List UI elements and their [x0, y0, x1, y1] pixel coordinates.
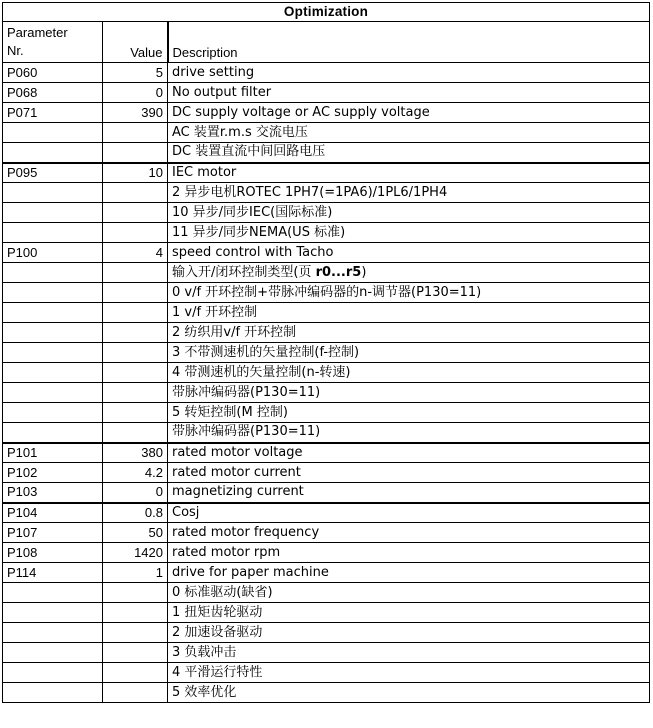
cell-description: 0 v/f 开环控制+带脉冲编码器的n-调节器(P130=11)	[168, 283, 650, 303]
table-row	[3, 303, 650, 323]
table-row	[3, 663, 650, 683]
table-row	[3, 443, 650, 463]
table-row	[3, 263, 650, 283]
cell-value	[103, 203, 168, 223]
cell-description: rated motor rpm	[168, 543, 650, 563]
table-row	[3, 143, 650, 163]
cell-description: rated motor current	[168, 463, 650, 483]
cell-parameter-number	[3, 343, 103, 363]
cell-value: 1	[103, 563, 168, 583]
table-row	[3, 383, 650, 403]
cell-parameter-number	[3, 223, 103, 243]
cell-description: 3 负载冲击	[168, 643, 650, 663]
cell-parameter-number	[3, 583, 103, 603]
cell-parameter-number	[3, 323, 103, 343]
cell-parameter-number	[3, 643, 103, 663]
cell-parameter-number	[3, 203, 103, 223]
cell-value: 10	[103, 163, 168, 183]
cell-description: IEC motor	[168, 163, 650, 183]
table-row	[3, 623, 650, 643]
cell-description: magnetizing current	[168, 483, 650, 503]
cell-value	[103, 603, 168, 623]
cell-description: 4 平滑运行特性	[168, 663, 650, 683]
cell-parameter-number: P068	[3, 83, 103, 103]
cell-value: 380	[103, 443, 168, 463]
cell-parameter-number	[3, 303, 103, 323]
cell-parameter-number: P060	[3, 63, 103, 83]
table-row	[3, 63, 650, 83]
cell-value: 50	[103, 523, 168, 543]
cell-description: 5 转矩控制(M 控制)	[168, 403, 650, 423]
description-suffix: )	[361, 264, 367, 280]
cell-parameter-number	[3, 263, 103, 283]
cell-value	[103, 323, 168, 343]
cell-description: 1 扭矩齿轮驱动	[168, 603, 650, 623]
table-row	[3, 123, 650, 143]
cell-description: 11 异步/同步NEMA(US 标准)	[168, 223, 650, 243]
cell-value	[103, 343, 168, 363]
cell-parameter-number	[3, 683, 103, 703]
table-row	[3, 403, 650, 423]
table-row	[3, 643, 650, 663]
cell-parameter-number: P071	[3, 103, 103, 123]
cell-description: DC 装置直流中间回路电压	[168, 143, 650, 163]
cell-value: 4	[103, 243, 168, 263]
cell-value	[103, 263, 168, 283]
cell-description: 带脉冲编码器(P130=11)	[168, 383, 650, 403]
cell-description: rated motor frequency	[168, 523, 650, 543]
cell-value	[103, 663, 168, 683]
column-header-parameter-line1: Parameter	[7, 25, 68, 40]
table-header-row	[3, 22, 650, 63]
cell-parameter-number: P095	[3, 163, 103, 183]
cell-description: 带脉冲编码器(P130=11)	[168, 423, 650, 443]
cell-description: AC 装置r.m.s 交流电压	[168, 123, 650, 143]
table-row	[3, 343, 650, 363]
table-row	[3, 583, 650, 603]
cell-value	[103, 383, 168, 403]
cell-description: 2 纺织用v/f 开环控制	[168, 323, 650, 343]
cell-value	[103, 363, 168, 383]
table-row	[3, 83, 650, 103]
optimization-parameter-table	[2, 2, 650, 703]
cell-parameter-number	[3, 283, 103, 303]
cell-parameter-number: P100	[3, 243, 103, 263]
cell-parameter-number: P101	[3, 443, 103, 463]
table-row	[3, 363, 650, 383]
cell-value	[103, 223, 168, 243]
table-row	[3, 283, 650, 303]
cell-parameter-number: P108	[3, 543, 103, 563]
table-row	[3, 243, 650, 263]
cell-parameter-number: P107	[3, 523, 103, 543]
cell-parameter-number	[3, 423, 103, 443]
cell-description: rated motor voltage	[168, 443, 650, 463]
cell-value: 4.2	[103, 463, 168, 483]
table-row	[3, 683, 650, 703]
cell-description: drive setting	[168, 63, 650, 83]
description-emphasis: r0...r5	[315, 264, 362, 280]
cell-description: 2 加速设备驱动	[168, 623, 650, 643]
cell-parameter-number	[3, 403, 103, 423]
column-header-parameter	[3, 22, 103, 63]
cell-parameter-number	[3, 123, 103, 143]
cell-description: 0 标准驱动(缺省)	[168, 583, 650, 603]
table-row	[3, 463, 650, 483]
table-body	[3, 3, 650, 703]
table-row	[3, 483, 650, 503]
column-header-description: Description	[168, 22, 650, 63]
description-prefix: 输入开/闭环控制类型(页	[172, 264, 316, 280]
document-page	[0, 2, 653, 728]
cell-value	[103, 183, 168, 203]
cell-parameter-number: P103	[3, 483, 103, 503]
cell-value	[103, 583, 168, 603]
cell-value	[103, 303, 168, 323]
table-row	[3, 503, 650, 523]
cell-value: 390	[103, 103, 168, 123]
cell-value	[103, 143, 168, 163]
table-row	[3, 543, 650, 563]
page-title: Optimization	[3, 3, 650, 22]
cell-description: 5 效率优化	[168, 683, 650, 703]
cell-value	[103, 283, 168, 303]
table-row	[3, 603, 650, 623]
table-row	[3, 183, 650, 203]
cell-parameter-number	[3, 663, 103, 683]
table-row	[3, 523, 650, 543]
table-title-row	[3, 3, 650, 22]
cell-parameter-number	[3, 603, 103, 623]
cell-value: 5	[103, 63, 168, 83]
cell-parameter-number: P102	[3, 463, 103, 483]
cell-value: 1420	[103, 543, 168, 563]
cell-description: No output filter	[168, 83, 650, 103]
cell-description: 3 不带测速机的矢量控制(f-控制)	[168, 343, 650, 363]
cell-value	[103, 623, 168, 643]
cell-value: 0.8	[103, 503, 168, 523]
cell-description: DC supply voltage or AC supply voltage	[168, 103, 650, 123]
cell-parameter-number	[3, 143, 103, 163]
cell-description: 1 v/f 开环控制	[168, 303, 650, 323]
table-row	[3, 563, 650, 583]
cell-description: speed control with Tacho	[168, 243, 650, 263]
cell-parameter-number	[3, 383, 103, 403]
cell-value	[103, 123, 168, 143]
cell-value	[103, 403, 168, 423]
cell-parameter-number	[3, 623, 103, 643]
table-row	[3, 223, 650, 243]
cell-parameter-number: P114	[3, 563, 103, 583]
cell-description: 2 异步电机ROTEC 1PH7(=1PA6)/1PL6/1PH4	[168, 183, 650, 203]
cell-value	[103, 423, 168, 443]
cell-value: 0	[103, 483, 168, 503]
cell-value	[103, 643, 168, 663]
cell-description: drive for paper machine	[168, 563, 650, 583]
cell-description: 10 异步/同步IEC(国际标准)	[168, 203, 650, 223]
cell-description: 4 带测速机的矢量控制(n-转速)	[168, 363, 650, 383]
table-row	[3, 163, 650, 183]
cell-parameter-number	[3, 183, 103, 203]
table-row	[3, 203, 650, 223]
cell-parameter-number	[3, 363, 103, 383]
table-row	[3, 103, 650, 123]
column-header-parameter-line2: Nr.	[7, 43, 24, 58]
cell-description	[168, 263, 650, 283]
table-row	[3, 423, 650, 443]
cell-parameter-number: P104	[3, 503, 103, 523]
cell-description: Cosj	[168, 503, 650, 523]
cell-value: 0	[103, 83, 168, 103]
table-row	[3, 323, 650, 343]
column-header-value: Value	[103, 22, 168, 63]
cell-value	[103, 683, 168, 703]
